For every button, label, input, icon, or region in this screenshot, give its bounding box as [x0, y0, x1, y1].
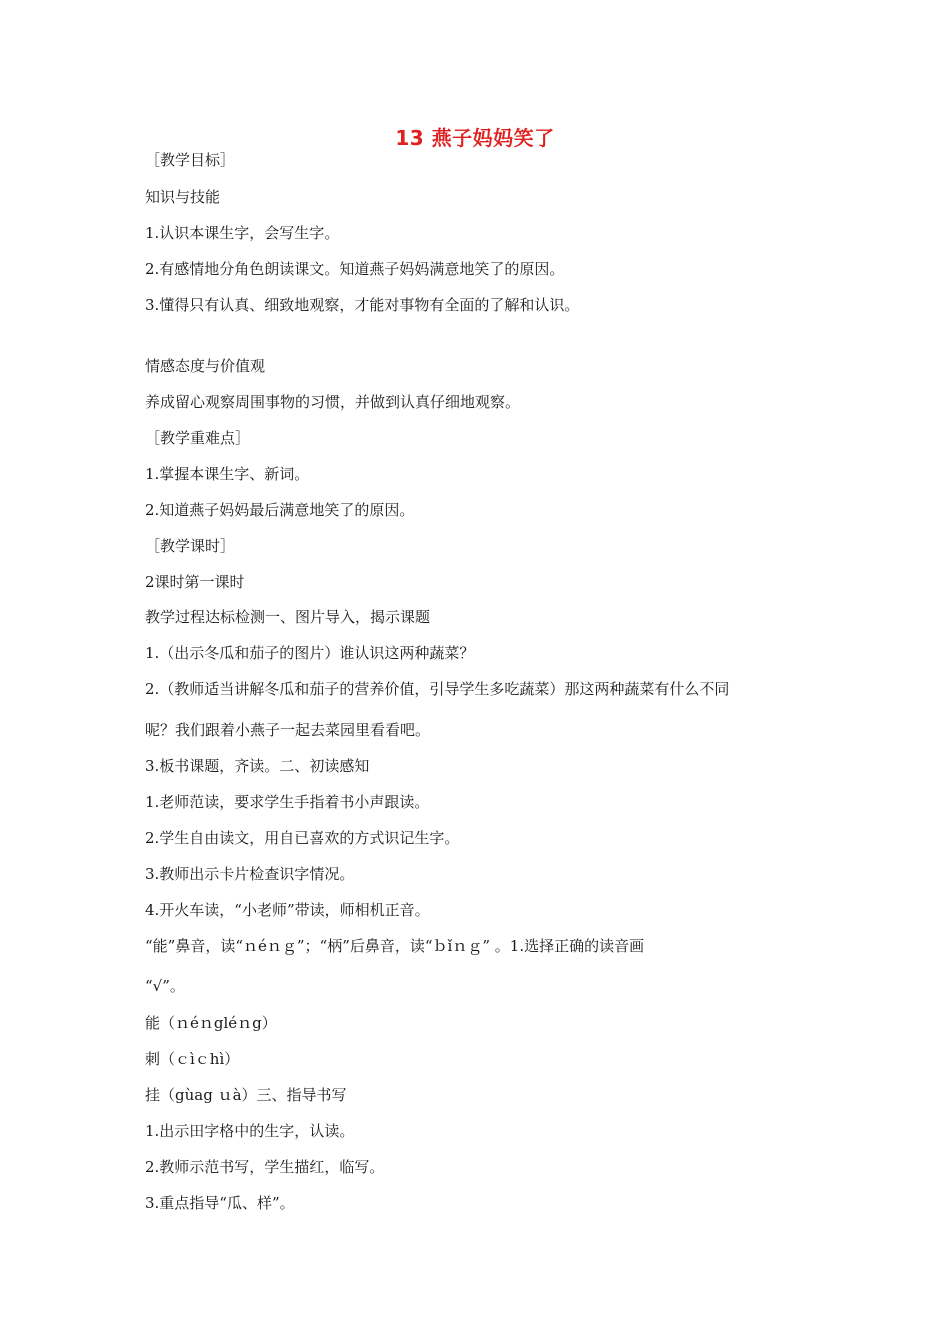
text-line: 3.教师出示卡片检查识字情况。 — [145, 865, 355, 883]
text-line: 1.出示田字格中的生字，认读。 — [145, 1122, 355, 1140]
section-heading-periods: ［教学课时］ — [145, 537, 236, 555]
text-line: 1.（出示冬瓜和茄子的图片）谁认识这两种蔬菜？ — [145, 644, 475, 662]
text-line: 3.懂得只有认真、细致地观察，才能对事物有全面的了解和认识。 — [145, 296, 580, 314]
text-line: 2.（教师适当讲解冬瓜和茄子的营养价值，引导学生多吃蔬菜）那这两种蔬菜有什么不同 — [145, 680, 730, 698]
text-line: “能”鼻音，读“ｎéｎｇ”；“柄”后鼻音，读“ｂǐｎｇ” 。1.选择正确的读音画 — [145, 937, 645, 955]
document-title: 13 燕子妈妈笑了 — [395, 126, 555, 150]
section-heading-goals: ［教学目标］ — [145, 151, 236, 169]
text-line: 2.教师示范书写，学生描红，临写。 — [145, 1158, 385, 1176]
text-line: 2.学生自由读文，用自已喜欢的方式识记生字。 — [145, 829, 460, 847]
text-line: 刺（ｃìｃhì） — [145, 1050, 240, 1068]
text-line: 3.重点指导“瓜、样”。 — [145, 1194, 295, 1212]
section-heading-keypoints: ［教学重难点］ — [145, 429, 251, 447]
text-line: 能（ｎéｎgléｎg） — [145, 1014, 277, 1032]
text-line: 1.掌握本课生字、新词。 — [145, 465, 310, 483]
text-line: 2课时第一课时 — [145, 573, 245, 591]
text-line: “√”。 — [145, 977, 185, 995]
text-line: 1.认识本课生字，会写生字。 — [145, 224, 340, 242]
subheading-knowledge: 知识与技能 — [145, 188, 221, 206]
text-line: 2.有感情地分角色朗读课文。知道燕子妈妈满意地笑了的原因。 — [145, 260, 565, 278]
text-line: 挂（gùag ｕà）三、指导书写 — [145, 1086, 347, 1104]
text-line: 1.老师范读，要求学生手指着书小声跟读。 — [145, 793, 430, 811]
text-line: 教学过程达标检测一、图片导入，揭示课题 — [145, 608, 431, 626]
text-line: 3.板书课题，齐读。二、初读感知 — [145, 757, 370, 775]
text-line: 4.开火车读，“小老师”带读，师相机正音。 — [145, 901, 430, 919]
text-line: 2.知道燕子妈妈最后满意地笑了的原因。 — [145, 501, 415, 519]
text-line: 养成留心观察周围事物的习惯，并做到认真仔细地观察。 — [145, 393, 521, 411]
subheading-values: 情感态度与价值观 — [145, 357, 266, 375]
text-line: 呢？我们跟着小燕子一起去菜园里看看吧。 — [145, 721, 431, 739]
